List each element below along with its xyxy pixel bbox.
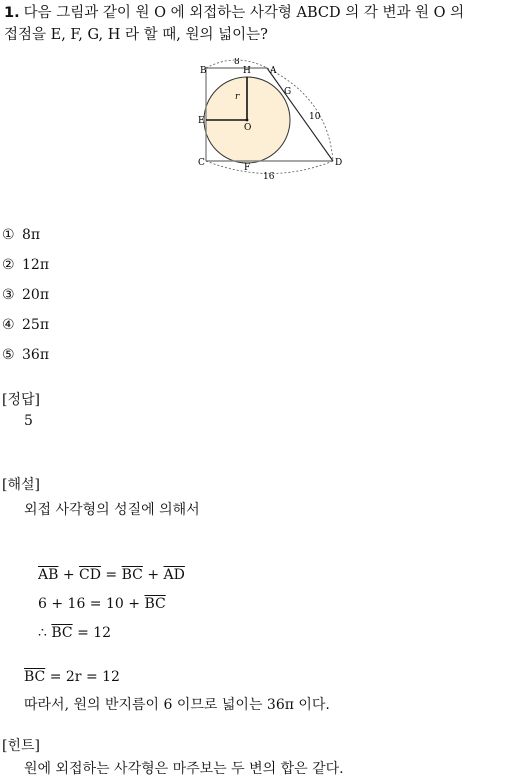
eq4-rhs: = 2r = 12 <box>45 669 120 685</box>
label-f: F <box>244 163 251 173</box>
eq1-cd: $\overline{CD}$ <box>79 567 101 583</box>
eq2-lhs: 6 + 16 = 10 + <box>38 596 145 612</box>
explanation-conclusion: 따라서, 원의 반지름이 6 이므로 넓이는 36π 이다. <box>24 697 330 713</box>
choice-3[interactable] <box>2 285 49 305</box>
eq3-rhs: = 12 <box>72 625 112 641</box>
hint-text: 원에 외접하는 사각형은 마주보는 두 변의 합은 같다. <box>24 761 344 777</box>
explanation-label: [해설] <box>2 477 40 493</box>
choice-2[interactable] <box>2 255 49 275</box>
eq1-plus-1: + <box>58 567 80 583</box>
label-o: O <box>244 123 252 133</box>
choice-3-text: 20π <box>22 287 50 303</box>
eq2-bc: $\overline{BC}$ <box>144 596 166 612</box>
choice-1[interactable] <box>2 225 40 245</box>
eq3-bc: $\overline{BC}$ <box>51 625 73 641</box>
choice-1-text: 8π <box>22 227 41 243</box>
question-text-1: 다음 그림과 같이 원 O 에 외접하는 사각형 ABCD 의 각 변과 원 O 의 <box>23 5 465 21</box>
choice-5-num: ⑤ <box>2 347 15 363</box>
label-b: B <box>200 66 207 76</box>
center-point <box>246 119 249 122</box>
choice-5[interactable] <box>2 345 49 365</box>
choice-4-text: 25π <box>22 317 50 333</box>
eq1-plus-2: + <box>142 567 164 583</box>
equation-4 <box>24 669 120 685</box>
question-number: 1. <box>4 5 20 21</box>
label-h: H <box>243 66 251 76</box>
eq1-ab: $\overline{AB}$ <box>38 567 59 583</box>
quadrilateral-figure <box>190 58 350 183</box>
answer-label: [정답] <box>2 392 40 408</box>
eq1-bc: $\overline{BC}$ <box>121 567 143 583</box>
choice-2-text: 12π <box>22 257 50 273</box>
eq1-equals: = <box>100 567 122 583</box>
choice-3-num: ③ <box>2 287 15 303</box>
label-c: C <box>198 158 205 168</box>
label-g: G <box>284 87 292 97</box>
label-len-top: 8 <box>234 58 240 67</box>
choice-2-num: ② <box>2 257 15 273</box>
choice-1-num: ① <box>2 227 15 243</box>
label-len-cd: 16 <box>263 172 275 182</box>
choice-4[interactable] <box>2 315 49 335</box>
question-line-1 <box>4 2 464 24</box>
eq4-bc: $\overline{BC}$ <box>24 669 46 685</box>
choice-4-num: ④ <box>2 317 15 333</box>
equation-2 <box>38 596 166 612</box>
label-a: A <box>270 66 277 76</box>
equation-3 <box>38 625 111 641</box>
answer-value: 5 <box>24 413 33 429</box>
label-e: E <box>198 116 205 126</box>
eq1-ad: $\overline{AD}$ <box>163 567 185 583</box>
choice-5-text: 36π <box>22 347 50 363</box>
label-d: D <box>335 158 343 168</box>
hint-label: [힌트] <box>2 738 40 754</box>
equation-1 <box>38 567 185 583</box>
label-len-ad: 10 <box>309 112 321 122</box>
explanation-intro: 외접 사각형의 성질에 의해서 <box>24 502 200 518</box>
question-line-2: 접점을 E, F, G, H 라 할 때, 원의 넓이는? <box>4 27 268 43</box>
label-r: r <box>235 92 240 102</box>
eq3-therefore: ∴ <box>38 625 52 641</box>
